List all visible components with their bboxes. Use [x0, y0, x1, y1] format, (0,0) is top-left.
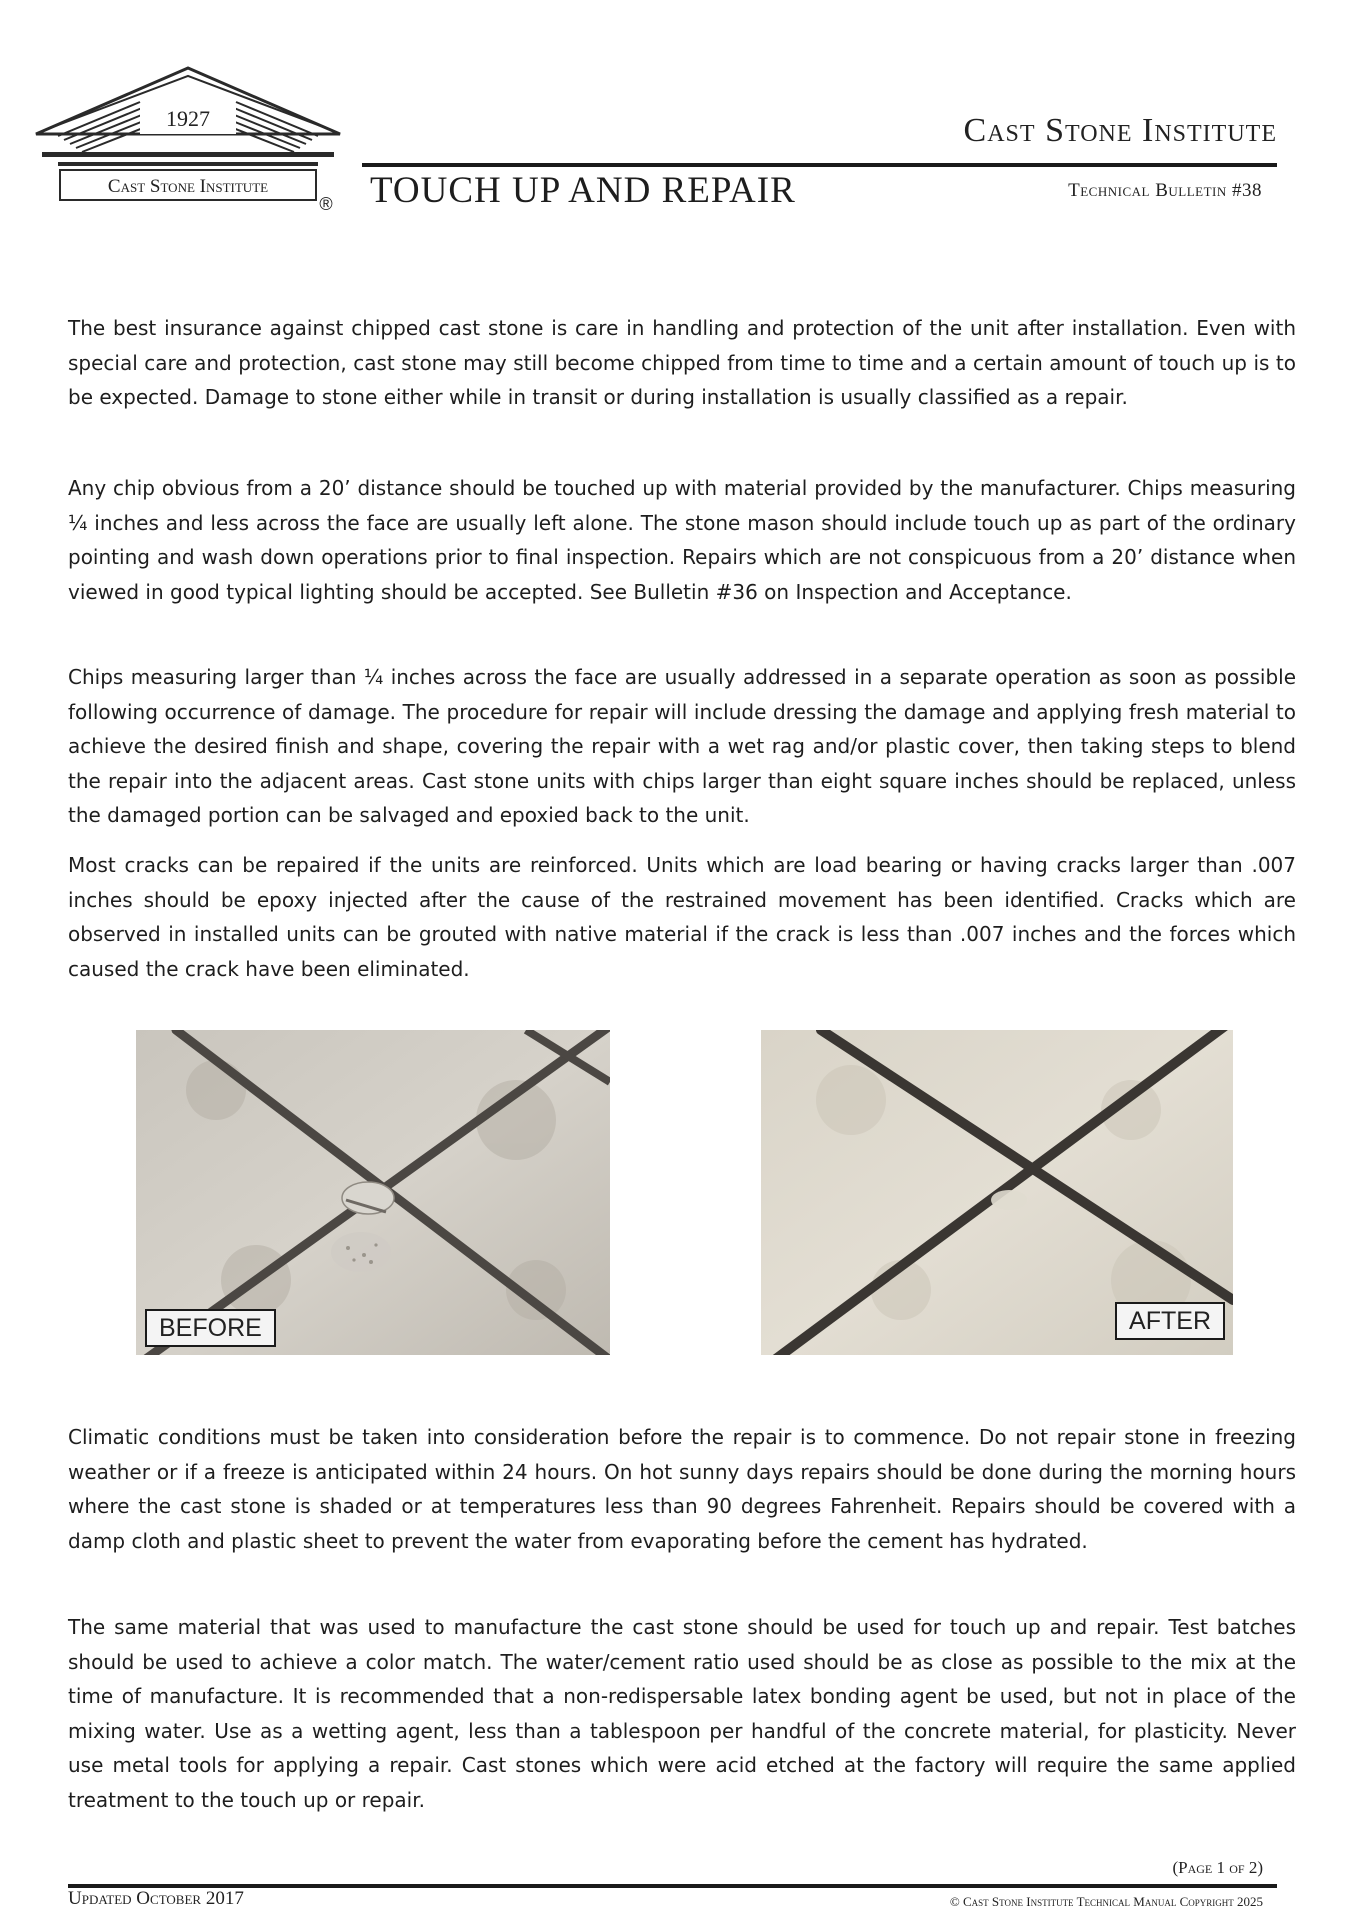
paragraph-chipping: The best insurance against chipped cast stone is care in handling and protection of the unit after installation. Even with special care and protection, cast stone may still become chipped from time to time and a certain amount of touch up is to be expected. Damage to stone either while in transit or during installation is usually classified as a repair. — [68, 316, 1296, 409]
pediment-logo-graphic — [28, 64, 348, 214]
institute-name: Cast Stone Institute — [963, 112, 1277, 149]
updated-date: Updated October 2017 — [68, 1888, 244, 1909]
registered-mark: ® — [319, 194, 333, 214]
before-label: BEFORE — [145, 1309, 276, 1347]
paragraph-climatic: Climatic conditions must be taken into consideration before the repair is to commence. Do not repair stone in freezing weather or if a freeze is anticipated within 24 hours. On hot sunny days repairs should be done during the morning hours where the cast stone is shaded or at temperatures less than 90 degrees Fahrenheit. Repairs should be covered with a damp cloth and plastic sheet to prevent the water from evaporating before the cement has hydrated. — [68, 1425, 1296, 1553]
paragraph-large-chips: Chips measuring larger than ¼ inches across the face are usually addressed in a separate operation as soon as possible following occurrence of damage. The procedure for repair will include dressing the damage and applying fresh material to achieve the desired finish and shape, covering the repair with a wet rag and/or plastic cover, then taking steps to blend the repair into the adjacent areas. Cast stone units with chips larger than eight square inches should be replaced, unless the damaged portion can be salvaged and epoxied back to the unit. — [68, 665, 1296, 827]
footer-divider — [68, 1884, 1277, 1888]
copyright-notice: © Cast Stone Institute Technical Manual Copyright 2025 — [949, 1894, 1263, 1909]
paragraph-cracks: Most cracks can be repaired if the units are reinforced. Units which are load bearing or having cracks larger than .007 inches should be epoxy injected after the cause of the restrained movement has been identified. Cracks which are observed in installed units can be grouted with native material if the crack is less than .007 inches and the forces which caused the crack have been eliminated. — [68, 853, 1296, 981]
paragraph-material: The same material that was used to manufacture the cast stone should be used for touch up and repair. Test batches should be used to achieve a color match. The water/cement ratio used should be as close as possible to the mix at the time of manufacture. It is recommended that a non-redispersable latex bonding agent be used, but not in place of the mixing water. Use as a wetting agent, less than a tablespoon per handful of the concrete material, for plasticity. Never use metal tools for applying a repair. Cast stones which were acid etched at the factory will require the same applied treatment to the touch up or repair. — [68, 1615, 1296, 1812]
page-number: (Page 1 of 2) — [1172, 1858, 1263, 1877]
cast-stone-institute-logo — [28, 64, 348, 214]
page-title: TOUCH UP AND REPAIR — [370, 170, 796, 211]
before-stone-image — [136, 1030, 610, 1355]
after-photo — [761, 1030, 1233, 1355]
after-label: AFTER — [1115, 1302, 1225, 1340]
logo-name: Cast Stone Institute — [107, 176, 269, 197]
bulletin-number: Technical Bulletin #38 — [1068, 180, 1262, 201]
before-photo — [136, 1030, 610, 1355]
paragraph-small-chips: Any chip obvious from a 20’ distance should be touched up with material provided by the manufacturer. Chips measuring ¼ inches and less across the face are usually left alone. The stone mason should include touch up as part of the ordinary pointing and wash down operations prior to final inspection. Repairs which are not conspicuous from a 20’ distance when viewed in good typical lighting should be accepted. See Bulletin #36 on Inspection and Acceptance. — [68, 476, 1296, 604]
logo-year: 1927 — [166, 106, 210, 131]
header-divider — [362, 163, 1277, 167]
